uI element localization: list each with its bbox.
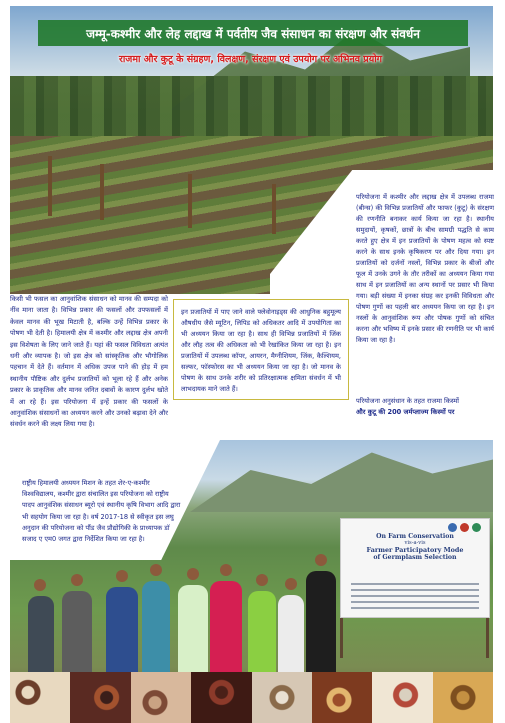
fine-print-line <box>351 589 479 591</box>
seed-sample <box>312 672 372 723</box>
banner-logos <box>448 523 481 532</box>
page-title: जम्मू-कश्मीर और लेह लद्दाख में पर्वतीय जैव संसाधन का संरक्षण और संवर्धन <box>38 20 468 46</box>
person-head <box>34 579 46 591</box>
person-head <box>187 568 199 580</box>
event-banner <box>340 518 490 618</box>
person-head <box>71 574 83 586</box>
right-column-tail <box>356 396 494 418</box>
fine-print-line <box>351 595 479 597</box>
page-subtitle: राजमा और कुटू के संग्रहण, विलक्षण, संरक्षण एवं उपयोग पर अभिनव प्रयोग <box>118 53 383 65</box>
logo-icon <box>448 523 457 532</box>
person-head <box>285 578 297 590</box>
banner-fine-print <box>351 583 479 613</box>
left-column-text: किसी भी फसल का आनुवांशिक संसाधन को मानव की सम्पदा को नींव माना जाता है। विभिन्न प्रकार की फसलों और उपफसलों में केवल मानव की भूख मिटाती है, बल्कि उन्हें विभिन्न प्रकार के पोषण भी देती है। हिमालयी क्षेत्र में कश्मीर और लद्दाख क्षेत्र अपनी इस विशेषता के लिए जाने जाते हैं। यहां की फसल विविधता अत्यंत धनी और व्यापक है। जो इस क्षेत्र को सांस्कृतिक और भौगोलिक पहचान में देते हैं। वर्तमान में अधिक उपज पाने की होड़ में हम स्थानीय पौष्टिक और दुर्लभ प्रजातियों को भूला रहे हैं और अनेक प्रकार के प्राकृतिक और मानव जनित दबावों के कारण दुर्लभ खोते में आ रहे हैं। इस परियोजना में इन्हें प्रकार की फसलों के आनुवांशिक संसाधनों का अध्ययन करने और उनको बढ़ावा देने और संवर्धन करने की लक्ष्य लिया गया है। <box>10 295 168 429</box>
banner-heading <box>347 533 483 561</box>
banner-line: Farmer Participatory Mode <box>366 546 464 554</box>
fence-post <box>272 184 276 234</box>
fence-post <box>100 164 104 220</box>
person-head <box>150 564 162 576</box>
highlight-box-text: इन प्रजातियों में पाए जाने वाले फ्लेवोनाइड्स की आधुनिक बहुमूल्य औषधीय जैसे म्यूटिन, लिपिड को अधिकतर आदि में उपयोगिता का भी अध्ययन किया जा रहा है। साथ ही विभिन्न प्रजातियों में जिंक और लौह तत्व की अधिकता को भी रेखांकित किया जा रहा है। इन प्रजातियों में उपलब्ध कॉपर, आयरन, मैग्नीशियम, जिंक, कैल्शियम, सल्फर, फॉस्फोरस का भी अध्ययन किया जा रहा है। जो मानव के पोषण के साथ उनके शरीर को प्रतिरक्षात्मक क्षमिता संवर्धन में भी लाभदायक माने जाते हैं। <box>181 308 341 393</box>
seed-sample <box>372 672 432 723</box>
seed-sample <box>252 672 312 723</box>
fine-print-line <box>351 601 479 603</box>
seed-sample <box>191 672 251 723</box>
banner-line: vis-a-vis <box>404 540 426 546</box>
seed-sample <box>70 672 130 723</box>
fine-print-line <box>351 607 479 609</box>
right-tail-line2: और कुटू की 200 जर्मप्लाज्म किस्मों पर <box>356 408 455 416</box>
person-head <box>220 564 232 576</box>
bottom-text: राष्ट्रीय हिमालयी अध्ययन मिशन के तहत शेर-ए-कश्मीर विश्वविद्यालय, कश्मीर द्वारा संचालित इस परियोजना को राष्ट्रीय पादप आनुवंशिक संसाधन ब्यूरो एवं स्थानीय कृषि विभाग आदि द्वारा भी सहयोग किया जा रहा है। वर्ष 2017-18 से स्वीकृत इस लघु अनुदान की परियोजना को पौंड जैव प्रौद्योगिकी के प्राध्यापक डॉ सजाद ए एम0 जगत द्वारा निर्देशित किया जा रहा है। <box>22 479 181 544</box>
logo-icon <box>472 523 481 532</box>
right-paragraph: परियोजना में कश्मीर और लद्दाख क्षेत्र में उपलब्ध राजमा (बीन्स) की विभिन्न प्रजातियों और फाफर (कुटू) के संरक्षण की रणनीति बनाकर कार्य किया जा रहा है। स्थानीय समुदायों, कृषकों, छात्रों के बीच सामग्री पद्धति से काम करते हुए क्षेत्र में इन प्रजातियों के पोषण महत्व को स्पष्ट करने के साथ इनके कृषिकरण पर और दिया गया। इन प्रजातियों को दर्जनों नस्लों, विभिन्न प्रकार के बीजों और फूल में उनके उगने के तौर तरीकों का अध्ययन किया गया साथ में इन प्रजातियों का अन्य स्थानों पर प्रसार भी किया गया। बड़ी संख्या में इनका संग्रह कर इनकी विविधता और पोषण गुणों का पहली बार अध्ययन किया जा रहा है। इन नस्लों के आनुवांशिक रूप और पोषक गुणों को संचित करना और भविष्य में इनके प्रसार की रणनीति पर भी कार्य किया जा रहा है। <box>356 193 494 344</box>
seed-sample <box>10 672 70 723</box>
person-head <box>256 574 268 586</box>
banner-line: On Farm Conservation <box>376 533 454 540</box>
seed-strip <box>10 672 493 723</box>
fence-post <box>48 156 52 216</box>
logo-icon <box>460 523 469 532</box>
hills <box>190 442 493 512</box>
right-column-text <box>356 192 494 352</box>
right-tail-line1: परियोजना अनुसंधान के तहत राजमा किस्मों <box>356 397 460 405</box>
seed-sample <box>433 672 493 723</box>
person-head <box>116 570 128 582</box>
banner-line: of Germplasm Selection <box>373 554 457 561</box>
fine-print-line <box>351 583 479 585</box>
person-head <box>315 554 327 566</box>
seed-sample <box>131 672 191 723</box>
fence-post <box>188 174 192 228</box>
